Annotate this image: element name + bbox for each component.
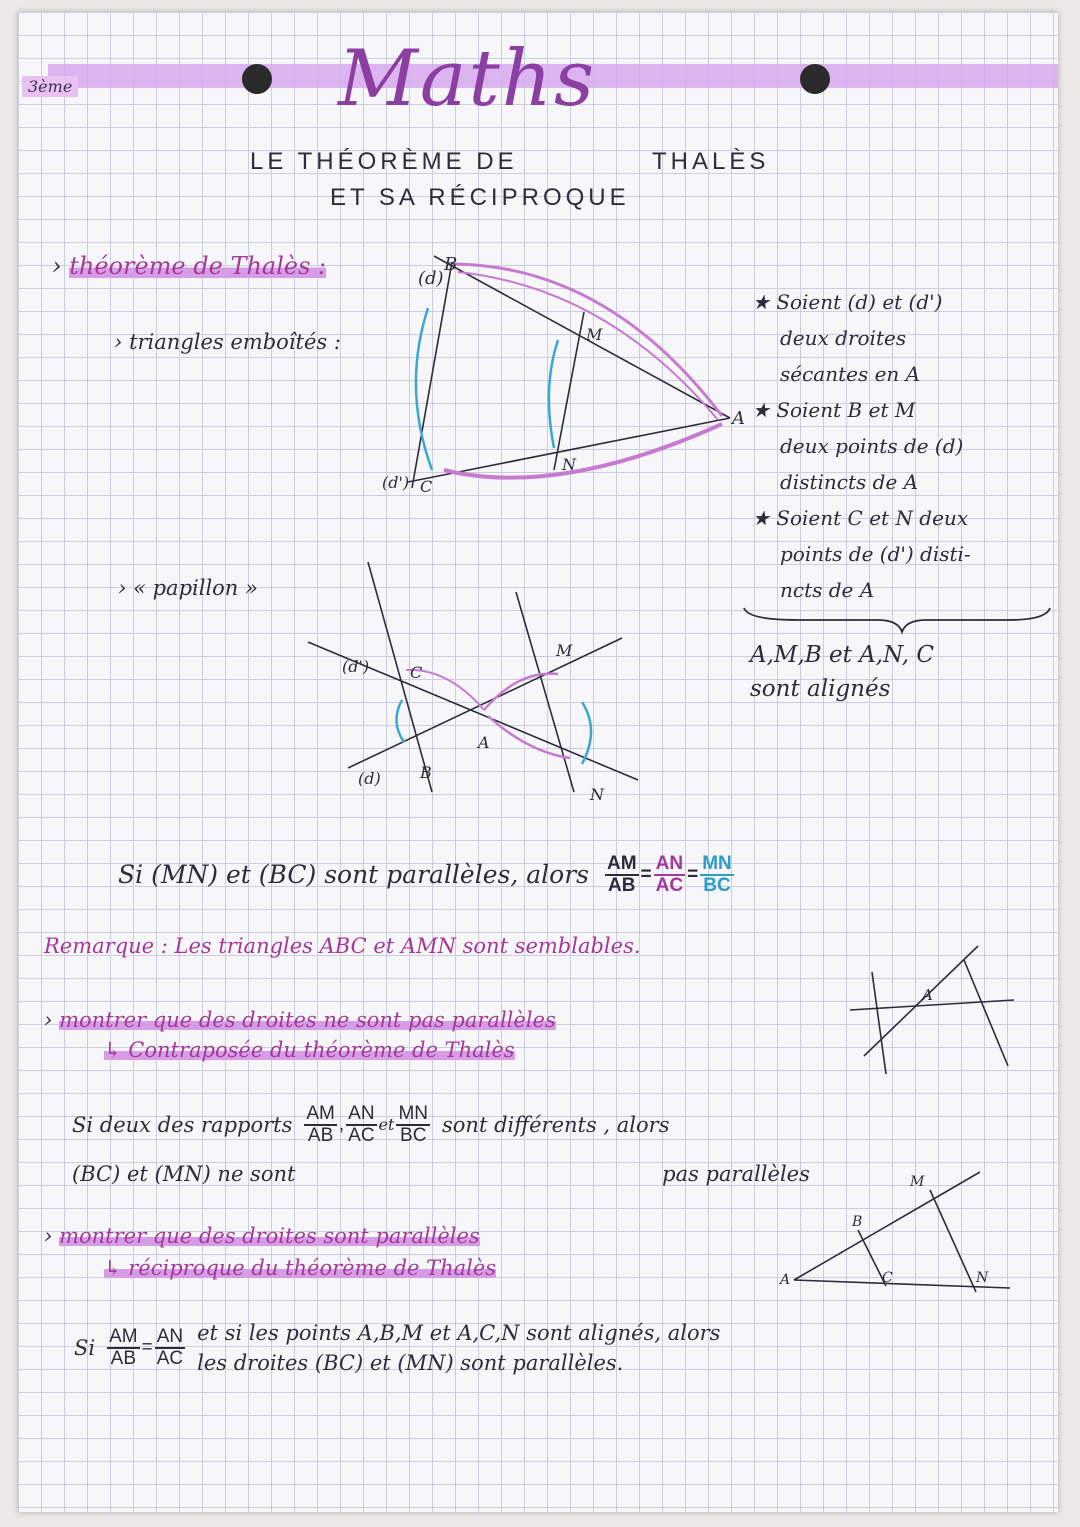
subtitle-line-2: ET SA RÉCIPROQUE bbox=[330, 184, 630, 211]
non-parallel-figure bbox=[844, 946, 1014, 1082]
binder-hole-right bbox=[800, 64, 830, 94]
bullet-arrow: › bbox=[44, 1008, 60, 1032]
ratio-group: $\frac{AM}{AB}$ , $\frac{AN}{AC}$ et $\frac{MN}{BC}$ bbox=[306, 1103, 429, 1146]
label-n: N bbox=[562, 455, 576, 474]
label-b: B bbox=[420, 763, 432, 782]
condition-line: distincts de A bbox=[780, 470, 919, 494]
sub-heading-butterfly-text: « papillon » bbox=[133, 576, 258, 600]
label-b: B bbox=[444, 254, 458, 275]
notebook-page bbox=[18, 12, 1058, 1512]
label-a: A bbox=[732, 408, 745, 429]
label-dprime: (d') bbox=[342, 657, 370, 676]
arc-right-top bbox=[484, 674, 558, 710]
aligned-note bbox=[750, 638, 934, 706]
label-c: C bbox=[420, 477, 433, 496]
remark: Remarque : Les triangles ABC et AMN sont semblables. bbox=[44, 934, 641, 958]
equals-sign: = bbox=[687, 863, 699, 885]
section3-heading bbox=[44, 1224, 480, 1248]
condition-line: ★ Soient B et M bbox=[752, 398, 916, 422]
bullet-arrow: › bbox=[114, 330, 130, 354]
ratio-am-ab: $\frac{AM}{AB}$ bbox=[306, 1103, 335, 1146]
ratio-an-ac: $\frac{AN}{AC}$ bbox=[348, 1103, 375, 1146]
fig-label-n: N bbox=[976, 1270, 989, 1286]
binder-hole-left bbox=[242, 64, 272, 94]
converse-statement: Si $\frac{AM}{AB}$ = $\frac{AN}{AC}$ et si les points A,B,M et A,C,N sont alignés, alors les droites (BC) et (MN) sont parallèles. bbox=[74, 1318, 720, 1378]
condition-line: ★ Soient (d) et (d') bbox=[752, 290, 943, 314]
nested-triangles-figure bbox=[358, 248, 745, 498]
fig-label-b: B bbox=[852, 1214, 863, 1230]
ratio-mn-bc: $\frac{MN}{BC}$ bbox=[398, 1103, 429, 1146]
ratio-am-ab: $\frac{AM}{AB}$ bbox=[606, 853, 637, 896]
label-m: M bbox=[556, 641, 573, 660]
label-n: N bbox=[590, 785, 604, 804]
arc-bc bbox=[396, 700, 404, 742]
line-ab bbox=[434, 256, 730, 418]
sub-heading-nested-text: triangles emboîtés : bbox=[129, 330, 341, 354]
arc-mn bbox=[582, 702, 591, 764]
label-d: (d) bbox=[358, 769, 381, 788]
theorem-ratios bbox=[603, 854, 736, 896]
line-d bbox=[412, 262, 452, 488]
condition-line: deux points de (d) bbox=[780, 434, 964, 458]
conditions-list bbox=[752, 284, 971, 608]
butterfly-figure bbox=[308, 552, 648, 802]
line-mn bbox=[516, 592, 574, 792]
condition-line: ★ Soient C et N deux bbox=[752, 506, 969, 530]
subtitle-part-2: THALÈS bbox=[652, 148, 770, 175]
equals-sign: = bbox=[141, 1337, 153, 1358]
arc-ab-inner bbox=[458, 272, 718, 420]
aligned-line-2: sont alignés bbox=[750, 676, 891, 702]
line-mn bbox=[554, 312, 584, 470]
condition-line: ncts de A bbox=[780, 578, 875, 602]
contrapositive-line-2: (BC) et (MN) ne sont pas parallèles bbox=[72, 1162, 810, 1186]
section3-heading-text: montrer que des droites sont parallèles bbox=[59, 1224, 480, 1248]
fig-label-a: A bbox=[780, 1272, 791, 1288]
bullet-arrow: › bbox=[118, 576, 134, 600]
sub-heading-butterfly bbox=[118, 576, 258, 600]
label-c: C bbox=[410, 663, 423, 682]
ratio-mn-bc: $\frac{MN}{BC}$ bbox=[702, 853, 732, 896]
fig-label-a: A bbox=[922, 986, 933, 1004]
section2-heading bbox=[44, 1008, 556, 1032]
grade-tag: 3ème bbox=[22, 76, 78, 97]
ratio-an-ac: $\frac{AN}{AC}$ bbox=[655, 853, 684, 896]
arc-ac bbox=[444, 424, 722, 478]
converse-text: et si les points A,B,M et A,C,N sont alignés, alors les droites (BC) et (MN) sont parallèles. bbox=[197, 1321, 721, 1375]
equals-sign: = bbox=[640, 863, 652, 885]
condition-line: points de (d') disti- bbox=[780, 542, 971, 566]
label-a: A bbox=[478, 733, 490, 752]
section2-sub: ↳ Contraposée du théorème de Thalès bbox=[104, 1038, 515, 1062]
aligned-line-1: A,M,B et A,N, C bbox=[750, 642, 934, 668]
theorem-statement bbox=[118, 854, 736, 896]
section2-heading-text: montrer que des droites ne sont pas parallèles bbox=[59, 1008, 556, 1032]
bullet-arrow: › bbox=[52, 252, 70, 280]
fig-label-m: M bbox=[910, 1174, 925, 1190]
ratio-am-ab: $\frac{AM}{AB}$ bbox=[109, 1326, 138, 1369]
line-bc bbox=[368, 562, 432, 792]
bullet-arrow: › bbox=[44, 1224, 60, 1248]
label-d: (d) bbox=[418, 268, 444, 289]
section3-sub: ↳ réciproque du théorème de Thalès bbox=[104, 1256, 497, 1280]
arc-mn bbox=[549, 340, 558, 448]
section1-heading-text: théorème de Thalès : bbox=[69, 252, 327, 280]
condition-line: sécantes en A bbox=[780, 362, 921, 386]
section1-heading bbox=[52, 252, 326, 280]
contrapositive-line-1: Si deux des rapports $\frac{AM}{AB}$ , $\frac{AN}{AC}$ et $\frac{MN}{BC}$ sont différents , alors bbox=[72, 1103, 670, 1146]
sub-heading-nested bbox=[114, 330, 341, 354]
converse-figure bbox=[780, 1170, 1010, 1300]
label-dprime: (d') bbox=[382, 473, 410, 492]
ratio-an-ac: $\frac{AN}{AC}$ bbox=[156, 1326, 184, 1369]
label-m: M bbox=[586, 325, 603, 344]
theorem-text: Si (MN) et (BC) sont parallèles, alors bbox=[118, 860, 589, 890]
subtitle-part-1: LE THÉORÈME DE bbox=[250, 148, 518, 175]
fig-label-c: C bbox=[882, 1270, 893, 1286]
converse-ratios bbox=[105, 1327, 187, 1369]
page-title: Maths bbox=[338, 34, 596, 124]
curly-brace bbox=[738, 592, 1058, 632]
condition-line: deux droites bbox=[780, 326, 907, 350]
